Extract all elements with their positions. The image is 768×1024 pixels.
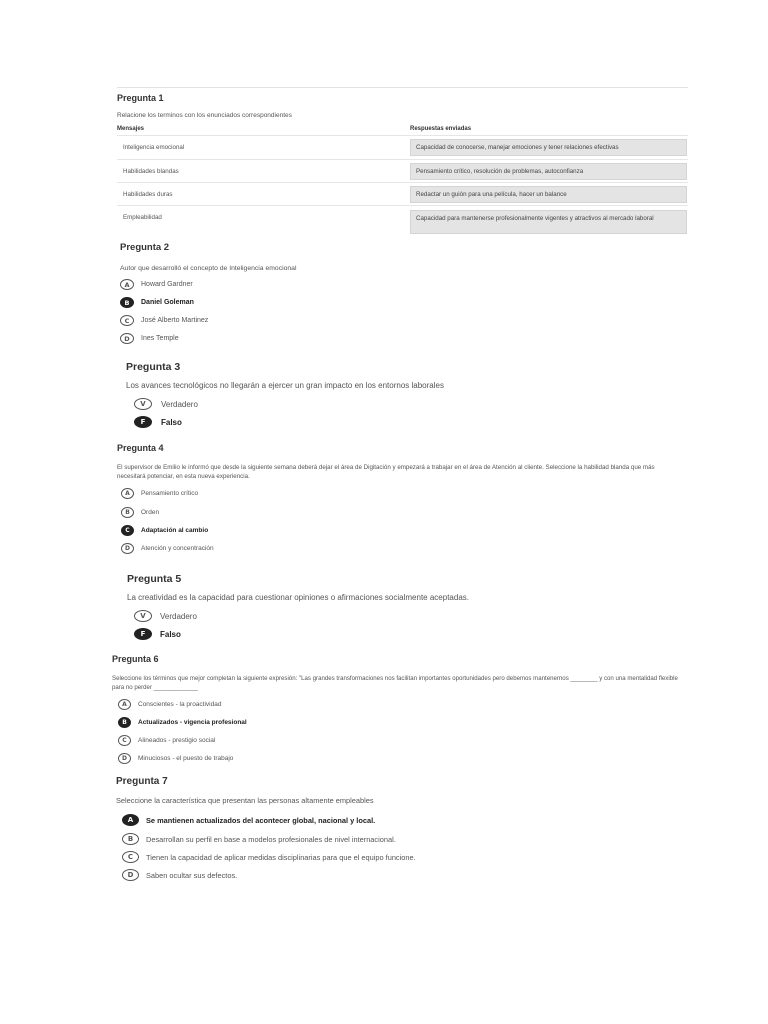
row-answer: Pensamiento crítico, resolución de problemas, autoconfianza	[410, 163, 687, 180]
column-header-messages: Mensajes	[117, 126, 145, 132]
option-b[interactable]	[122, 833, 396, 845]
question-prompt: Seleccione los términos que mejor completan la siguiente expresión: "Las grandes transformaciones nos facilitan importantes oportunidades pero debemos mantenernos ________ y con una mentalidad flexible para no perder _____________	[112, 675, 678, 691]
option-label: Desarrollan su perfil en base a modelos profesionales de nivel internacional.	[146, 834, 396, 844]
option-letter-badge: A	[122, 814, 139, 826]
option-letter-badge: B	[120, 297, 134, 308]
option-c-selected[interactable]	[121, 525, 208, 536]
option-letter-badge: F	[134, 416, 152, 428]
option-label: Tienen la capacidad de aplicar medidas disciplinarias para que el equipo funcione.	[146, 852, 416, 862]
question-5	[127, 573, 687, 645]
question-4	[117, 443, 683, 559]
option-letter-badge: V	[134, 610, 152, 622]
option-letter-badge: D	[120, 333, 134, 344]
row-term: Empleabilidad	[123, 214, 162, 221]
option-letter-badge: C	[118, 735, 131, 746]
option-letter-badge: V	[134, 398, 152, 410]
option-d[interactable]	[118, 753, 233, 764]
question-title: Pregunta 5	[127, 573, 182, 585]
question-prompt: Los avances tecnológicos no llegarán a ejercer un gran impacto en los entornos laborales	[126, 381, 444, 390]
row-answer: Capacidad de conocerse, manejar emociones y tener relaciones efectivas	[410, 139, 687, 156]
option-label: Pensamiento crítico	[141, 490, 199, 497]
option-d[interactable]	[122, 869, 237, 881]
option-label: Verdadero	[160, 611, 197, 621]
option-label: Falso	[161, 417, 182, 427]
question-2	[120, 242, 690, 352]
table-row	[117, 182, 688, 206]
question-6	[112, 654, 687, 770]
option-letter-badge: A	[120, 279, 134, 290]
option-label: Alineados - prestigio social	[138, 737, 216, 744]
option-label: Howard Gardner	[141, 281, 193, 288]
question-prompt: La creatividad es la capacidad para cuestionar opiniones o afirmaciones socialmente aceptadas.	[127, 593, 469, 602]
option-false-selected[interactable]	[134, 628, 181, 640]
option-a-selected[interactable]	[122, 814, 375, 826]
option-label: Verdadero	[161, 399, 198, 409]
option-letter-badge: D	[121, 543, 134, 554]
option-letter-badge: C	[122, 851, 139, 863]
option-letter-badge: B	[122, 833, 139, 845]
row-term: Habilidades duras	[123, 191, 173, 198]
question-1	[117, 93, 688, 222]
option-letter-badge: F	[134, 628, 152, 640]
question-title: Pregunta 1	[117, 93, 164, 103]
question-title: Pregunta 2	[120, 242, 170, 253]
option-label: Actualizados - vigencia profesional	[138, 719, 247, 726]
question-title: Pregunta 6	[112, 654, 159, 664]
option-label: Se mantienen actualizados del acontecer global, nacional y local.	[146, 815, 376, 825]
option-b-selected[interactable]	[120, 297, 194, 308]
option-b[interactable]	[121, 507, 159, 518]
top-divider	[117, 87, 688, 88]
question-title: Pregunta 4	[117, 443, 164, 453]
table-row	[117, 205, 688, 236]
option-label: Adaptación al cambio	[141, 527, 209, 534]
option-letter-badge: B	[118, 717, 131, 728]
row-answer: Capacidad para mantenerse profesionalmente vigentes y atractivos al mercado laboral	[410, 210, 687, 234]
row-answer: Redactar un guión para una película, hacer un balance	[410, 186, 687, 203]
option-false-selected[interactable]	[134, 416, 182, 428]
option-letter-badge: A	[121, 488, 134, 499]
option-true[interactable]	[134, 398, 198, 410]
option-letter-badge: B	[121, 507, 134, 518]
question-prompt: Seleccione la característica que presentan las personas altamente empleables	[116, 796, 374, 805]
question-prompt: Autor que desarrolló el concepto de Inteligencia emocional	[120, 265, 297, 272]
option-label: Falso	[160, 629, 181, 639]
option-label: Daniel Goleman	[141, 299, 194, 306]
question-title: Pregunta 3	[126, 361, 181, 373]
option-letter-badge: D	[122, 869, 139, 881]
option-letter-badge: C	[121, 525, 134, 536]
column-header-answers: Respuestas enviadas	[410, 126, 472, 132]
option-d[interactable]	[120, 333, 179, 344]
option-label: José Alberto Martinez	[141, 317, 209, 324]
option-c[interactable]	[120, 315, 208, 326]
option-b-selected[interactable]	[118, 717, 247, 728]
option-a[interactable]	[120, 279, 193, 290]
option-c[interactable]	[122, 851, 416, 863]
table-row	[117, 135, 688, 159]
option-label: Conscientes - la proactividad	[138, 701, 222, 708]
option-label: Orden	[141, 509, 160, 516]
option-letter-badge: C	[120, 315, 134, 326]
row-term: Inteligencia emocional	[123, 144, 185, 151]
option-a[interactable]	[118, 699, 221, 710]
option-d[interactable]	[121, 543, 214, 554]
option-label: Saben ocultar sus defectos.	[146, 870, 238, 880]
option-label: Ines Temple	[141, 335, 179, 342]
question-7	[116, 776, 688, 884]
option-label: Minuciosos - el puesto de trabajo	[138, 755, 234, 762]
option-c[interactable]	[118, 735, 215, 746]
question-title: Pregunta 7	[116, 776, 168, 787]
option-true[interactable]	[134, 610, 197, 622]
question-3	[126, 361, 686, 433]
option-letter-badge: D	[118, 753, 131, 764]
question-prompt: Relacione los terminos con los enunciados correspondientes	[117, 112, 292, 119]
row-term: Habilidades blandas	[123, 168, 179, 175]
table-row	[117, 159, 688, 183]
option-a[interactable]	[121, 488, 198, 499]
option-letter-badge: A	[118, 699, 131, 710]
option-label: Atención y concentración	[141, 545, 214, 552]
question-prompt: El supervisor de Emilio le informó que desde la siguiente semana deberá dejar el área de Digitación y empezará a trabajar en el área de Atención al cliente. Seleccione la habilidad blanda que más necesitará potenciar, en esta nueva experiencia.	[117, 464, 655, 480]
